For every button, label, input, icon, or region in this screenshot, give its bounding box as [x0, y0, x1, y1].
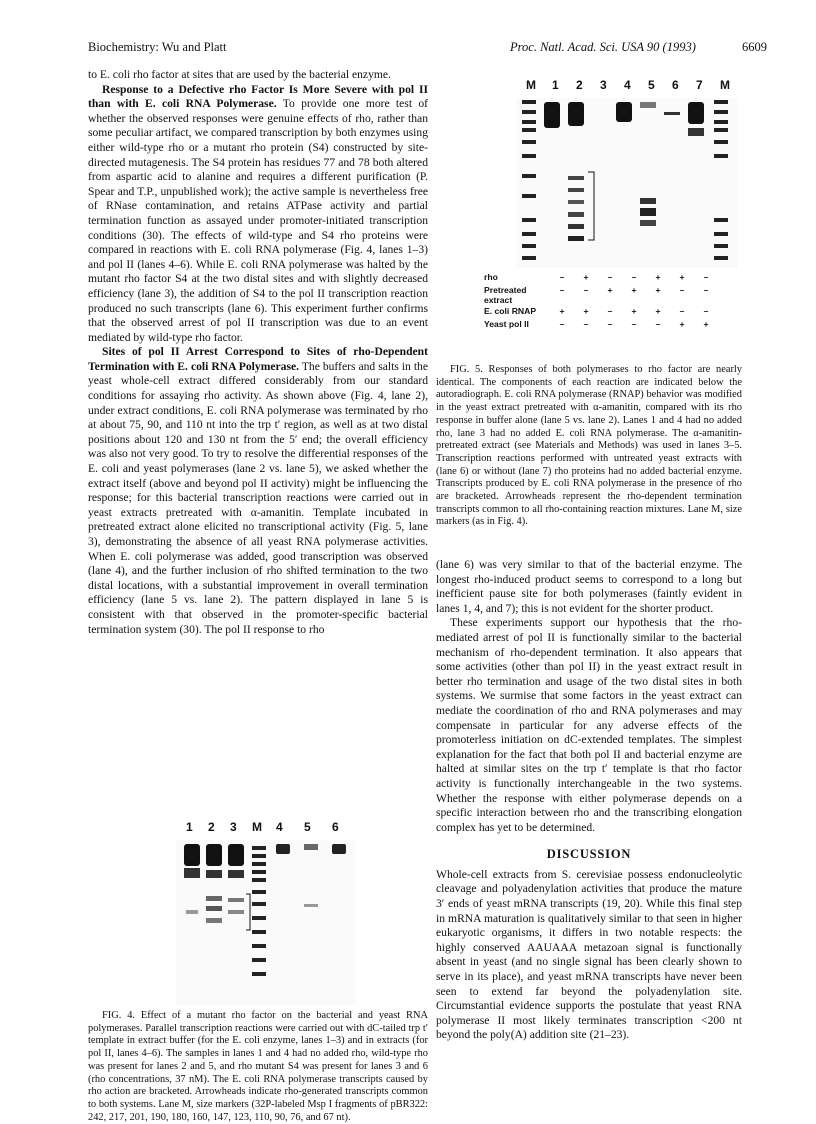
condition-value: – — [679, 306, 685, 316]
fig4-caption — [88, 1010, 428, 1124]
paragraph: (lane 6) was very similar to that of the bacterial enzyme. The longest rho-induced product seems to correspond to a long but inefficient pause site for both polymerases (faintly evident in lanes 1, 4, and 7); this is not evident for the shorter product. — [436, 558, 742, 615]
condition-label: Yeast pol II — [484, 319, 529, 329]
gel-band — [332, 844, 346, 854]
gel-band — [640, 220, 656, 226]
gel-band — [568, 224, 584, 229]
gel-band — [304, 844, 318, 850]
condition-row — [484, 306, 718, 319]
fig4-lane-label: 1 — [186, 820, 193, 834]
section-text: To provide one more test of whether the observed responses were genuine effects of rho, rather than some peculiar artifact, we compared transcription by both enzymes using either wild-type rho or a mutant rho protein (S4) constructed by site-directed mutagenesis. The S4 protein has residues 77 and 78 both altered from aspartic acid to alanine and requires a different purification (P. Spear and T.P., unpublished work); the active sample is nevertheless free of RNase contamination, and retains ATPase activity and partial termination function as assayed under promoter-initiated transcription conditions (30). The effects of wild-type and S4 rho proteins were compared in reactions with E. coli RNA polymerase (Fig. 4, lanes 1–3) and pol II (lanes 4–6). While E. coli RNA polymerase was halted by the mutant rho factor S4 at the two distal sites and with slightly decreased efficiency (lane 3), the addition of S4 to the pol II transcription reaction produced no such transcripts (lane 6). This experiment further confirms that the observed arrest of pol II transcription was due to an event mediated by wild-type rho factor. — [88, 97, 428, 344]
gel-band — [184, 868, 200, 878]
fig5-lane-label: 4 — [624, 78, 631, 92]
gel-band — [186, 910, 198, 914]
fig4-lane-label: 6 — [332, 820, 339, 834]
gel-band — [206, 918, 222, 923]
condition-value: + — [679, 272, 685, 282]
condition-value: + — [655, 285, 661, 295]
fig5-caption — [436, 364, 742, 529]
gel-band — [568, 188, 584, 192]
paragraph: to E. coli rho factor at sites that are used by the bacterial enzyme. — [88, 68, 391, 81]
gel-band — [206, 870, 222, 878]
condition-label: Pretreated extract — [484, 285, 527, 305]
condition-row — [484, 285, 718, 306]
condition-label: rho — [484, 272, 498, 282]
gel-band — [228, 870, 244, 878]
gel-band — [228, 844, 244, 866]
gel-band — [184, 844, 200, 866]
gel-band — [616, 102, 632, 122]
gel-band — [568, 236, 584, 241]
condition-label: E. coli RNAP — [484, 306, 537, 316]
condition-value: – — [583, 285, 589, 295]
condition-value: – — [559, 285, 565, 295]
fig5-lane-label: 7 — [696, 78, 703, 92]
gel-band — [688, 128, 704, 136]
discussion-heading: DISCUSSION — [546, 847, 632, 862]
gel-band — [688, 102, 704, 124]
gel-band — [568, 200, 584, 204]
section-text: The buffers and salts in the yeast whole-cell extract differed considerably from our standard conditions for assaying rho activity. As shown above (Fig. 4, lane 2), under extract conditions, E. coli RNA polymerase was terminated by rho at about 75, 90, and 110 nt into the trp t′ region, as well as at two distal positions about 120 and 130 nt from the 5′ end; the overall efficiency was also not very good. To try to resolve the differential responses of the E. coli and yeast polymerases (lane 2 vs. lane 5), we asked whether the extract itself (above and beyond pol II activity) might be influencing the response; for this bacterial transcription reactions were carried out in yeast extracts pretreated with α-amanitin. Template incubated in pretreated extract alone elicited no transcriptional activity (Fig. 5, lane 3), demonstrating the absence of all yeast RNA polymerase activities. When E. coli polymerase was added, good transcription was observed (lane 4), and the further inclusion of rho shifted termination to the two distal locations, with a substantial improvement in overall termination efficiency (lane 5 vs. lane 2). The pattern displayed in lane 5 is consistent with that observed in the promoter-specific bacterial termination system (30). The pol II response to rho — [88, 359, 428, 636]
gel-band — [206, 896, 222, 901]
page-number: 6609 — [742, 40, 767, 54]
condition-value: – — [559, 272, 565, 282]
section-heading: Response to a Defective rho Factor Is More Severe with pol II than with E. coli RNA Polymerase. — [88, 82, 428, 111]
condition-value: + — [679, 319, 685, 329]
condition-value: + — [655, 306, 661, 316]
condition-value: + — [631, 306, 637, 316]
section-heading: Sites of pol II Arrest Correspond to Sites of rho-Dependent Termination with E. coli RNA Polymerase. — [88, 345, 428, 373]
condition-row — [484, 319, 718, 332]
caption-text: FIG. 5. Responses of both polymerases to rho factor are nearly identical. The components of each reaction are indicated below the autoradiograph. E. coli RNA polymerase (RNAP) behavior was modified in the yeast extract pretreated with α-amanitin, compared with its rho response in buffer alone (lane 5 vs. lane 2). Lanes 1 and 4 had no added rho, lane 3 had no added E. coli RNA polymerase. The α-amanitin-pretreated extract (see Materials and Methods) was used in lanes 3–5. Transcription reactions performed with untreated yeast extracts with (lane 6) or without (lane 7) rho proteins had no added bacterial enzyme. Transcripts produced by E. coli RNA polymerase in the presence of rho are bracketed. Arrowheads represent the rho-dependent termination transcripts common to all rho-containing reaction mixtures. Lane M, size markers (as in Fig. 4). — [436, 364, 742, 528]
section-paragraph — [88, 83, 428, 346]
fig4-lane-label: M — [252, 820, 262, 834]
fig5-lane-label: 1 — [552, 78, 559, 92]
condition-value: – — [631, 319, 637, 329]
fig4-lane-label: 4 — [276, 820, 283, 834]
condition-value: – — [631, 272, 637, 282]
condition-value: – — [703, 272, 709, 282]
condition-value: + — [583, 306, 589, 316]
gel-band — [276, 844, 290, 854]
condition-value: – — [607, 272, 613, 282]
fig5-autoradiograph — [516, 98, 738, 268]
fig5-lane-label: 5 — [648, 78, 655, 92]
fig5-lane-label: M — [526, 78, 536, 92]
fig4-lane-label: 2 — [208, 820, 215, 834]
gel-band — [228, 910, 244, 914]
left-column — [88, 68, 428, 637]
fig5-lane-label: 2 — [576, 78, 583, 92]
condition-value: + — [607, 285, 613, 295]
paragraph: These experiments support our hypothesis that the rho-mediated arrest of pol II is functionally similar to the bacterial mechanism of rho-dependent termination. It also appears that some activities (other than pol II) in the yeast extract result in better rho termination and usage of the two distal sites in both systems. We surmise that some factors in the yeast extract can mediate the coordination of rho and RNA polymerases and may compensate in particular for any adverse effects of the promoterless initiation on dC-extended templates. The simplest explanation for the fact that both pol II and bacterial enzyme are halted at similar sites on the trp t′ template is that rho factor activity is functionally interchangeable in the two systems. Whether the response with either polymerase depends on a specific interaction between rho and the transcribing elongation complex has yet to be determined. — [436, 616, 742, 834]
gel-band — [640, 198, 656, 204]
fig4-autoradiograph — [176, 840, 356, 1005]
condition-value: – — [703, 285, 709, 295]
fig5-conditions-table — [484, 272, 718, 332]
right-column — [436, 558, 742, 1043]
condition-value: – — [655, 319, 661, 329]
section-paragraph — [88, 345, 428, 637]
gel-band — [544, 102, 560, 128]
gel-band — [568, 176, 584, 180]
gel-band — [640, 208, 656, 216]
gel-band — [568, 102, 584, 126]
condition-value: – — [607, 319, 613, 329]
condition-value: + — [559, 306, 565, 316]
fig5-lane-label: 3 — [600, 78, 607, 92]
gel-band — [228, 898, 244, 902]
running-head-authors: Biochemistry: Wu and Platt — [88, 40, 227, 54]
condition-value: – — [679, 285, 685, 295]
gel-band — [304, 904, 318, 907]
fig5-lane-label: M — [720, 78, 730, 92]
condition-value: + — [631, 285, 637, 295]
condition-value: + — [583, 272, 589, 282]
gel-band — [206, 906, 222, 911]
gel-band — [568, 212, 584, 217]
fig4-lane-labels — [172, 820, 342, 842]
condition-value: – — [583, 319, 589, 329]
fig4-lane-label: 3 — [230, 820, 237, 834]
condition-value: – — [559, 319, 565, 329]
gel-band — [640, 102, 656, 108]
gel-band — [206, 844, 222, 866]
condition-value: + — [655, 272, 661, 282]
fig5-lane-label: 6 — [672, 78, 679, 92]
fig5-lane-labels — [522, 78, 742, 100]
caption-text: FIG. 4. Effect of a mutant rho factor on the bacterial and yeast RNA polymerases. Parallel transcription reactions were carried out with dC-tailed trp t′ template in extract buffer (for the E. coli enzyme, lanes 1–3) and in extracts (for pol II, lanes 4–6). The samples in lanes 1 and 4 had no added rho, wild-type rho was present for lanes 2 and 5, and rho mutant S4 was present for lanes 3 and 6 (rho concentrations, 37 nM). The E. coli RNA polymerase transcripts caused by rho action are bracketed. Arrowheads indicate rho-generated transcripts common to both systems. Lane M, size markers (32P-labeled Msp I fragments of pBR322: 242, 217, 201, 190, 180, 160, 147, 123, 110, 90, 76, and 67 nt). — [88, 1010, 428, 1123]
condition-value: + — [703, 319, 709, 329]
fig4-lane-label: 5 — [304, 820, 311, 834]
gel-band — [664, 112, 680, 115]
condition-value: – — [607, 306, 613, 316]
condition-row — [484, 272, 718, 285]
running-head-journal: Proc. Natl. Acad. Sci. USA 90 (1993) — [510, 40, 696, 54]
condition-value: – — [703, 306, 709, 316]
paragraph: Whole-cell extracts from S. cerevisiae possess endonucleolytic cleavage and polyadenylation activities that produce the mature 3′ ends of yeast mRNA transcripts (19, 20). While this final step in mRNA maturation is qualitatively similar to that seen in higher eukaryotic organisms, it differs in two notable respects: the highly conserved AAUAAA metazoan signal is functionally absent in yeast (and no single signal has been clearly shown to serve in its place), and yeast mRNA transcripts have never been seen to extend far beyond the polyadenylation site. Circumstantial evidence supports the postulate that yeast RNA polymerase II most likely terminates transcription <200 nt beyond the poly(A) addition site (21–23). — [436, 867, 742, 1042]
